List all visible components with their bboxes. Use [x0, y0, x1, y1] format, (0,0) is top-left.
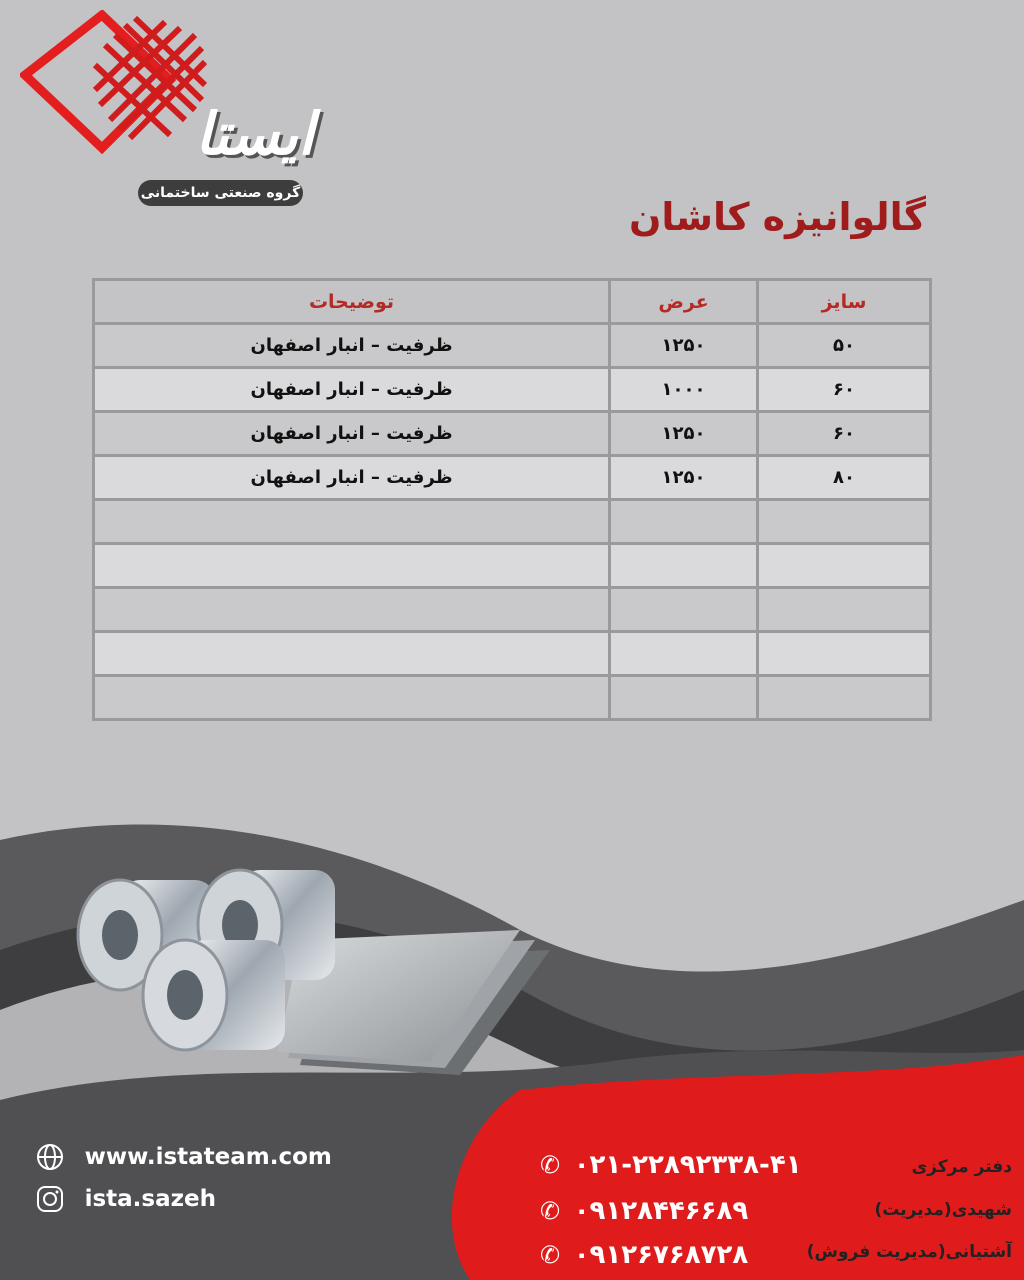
phone-number[interactable]: ۰۹۱۲۶۷۶۸۷۲۸: [573, 1240, 749, 1270]
cell-width: ۱۲۵۰: [610, 456, 758, 500]
cell-size: ۵۰: [758, 324, 931, 368]
header-size: سایز: [758, 280, 931, 324]
cell-desc: [94, 588, 610, 632]
instagram-handle[interactable]: ista.sazeh: [84, 1186, 216, 1212]
page-title: گالوانیزه کاشان: [628, 195, 926, 239]
cell-size: [758, 500, 931, 544]
table-row: [94, 632, 931, 676]
table-row: [94, 544, 931, 588]
cell-desc: [94, 676, 610, 720]
cell-desc: [94, 500, 610, 544]
website-row[interactable]: [35, 1142, 332, 1172]
contact-label: دفتر مرکزی: [911, 1157, 1012, 1177]
cell-size: ۶۰: [758, 368, 931, 412]
phone-number[interactable]: ۰۹۱۲۸۴۴۶۶۸۹: [573, 1196, 749, 1226]
table-row: [94, 500, 931, 544]
cell-desc: ظرفیت – انبار اصفهان: [94, 324, 610, 368]
phone-row[interactable]: [540, 1240, 748, 1270]
phone-row[interactable]: [540, 1150, 802, 1180]
phone-icon: ✆: [540, 1151, 561, 1179]
cell-width: [610, 676, 758, 720]
cell-desc: ظرفیت – انبار اصفهان: [94, 412, 610, 456]
price-table: [92, 278, 932, 721]
cell-size: [758, 588, 931, 632]
cell-size: [758, 544, 931, 588]
cell-size: [758, 632, 931, 676]
brand-tagline: گروه صنعتی ساختمانی: [138, 180, 303, 206]
instagram-row[interactable]: [35, 1184, 216, 1214]
cell-size: ۶۰: [758, 412, 931, 456]
contact-label: آشتیانی(مدیریت فروش): [806, 1242, 1012, 1262]
globe-icon: [35, 1142, 65, 1172]
website-link[interactable]: www.istateam.com: [84, 1144, 332, 1170]
table-row: [94, 368, 931, 412]
header-desc: توضیحات: [94, 280, 610, 324]
brand-logo: [20, 10, 360, 210]
table-row: [94, 324, 931, 368]
phone-number[interactable]: ۰۲۱-۲۲۸۹۲۳۳۸-۴۱: [573, 1150, 802, 1180]
header-width: عرض: [610, 280, 758, 324]
instagram-icon: [35, 1184, 65, 1214]
table-row: [94, 412, 931, 456]
cell-width: ۱۲۵۰: [610, 324, 758, 368]
cell-desc: [94, 632, 610, 676]
cell-desc: ظرفیت – انبار اصفهان: [94, 456, 610, 500]
brand-name: ایستا: [195, 100, 315, 168]
phone-icon: ✆: [540, 1197, 561, 1225]
table-row: [94, 456, 931, 500]
table-header-row: [94, 280, 931, 324]
phone-icon: ✆: [540, 1241, 561, 1269]
phone-row[interactable]: [540, 1196, 748, 1226]
cell-desc: ظرفیت – انبار اصفهان: [94, 368, 610, 412]
table-row: [94, 676, 931, 720]
contact-label: شهیدی(مدیریت): [874, 1200, 1012, 1220]
table-row: [94, 588, 931, 632]
cell-width: [610, 544, 758, 588]
cell-width: ۱۲۵۰: [610, 412, 758, 456]
cell-width: [610, 632, 758, 676]
cell-width: [610, 588, 758, 632]
cell-width: [610, 500, 758, 544]
cell-desc: [94, 544, 610, 588]
cell-width: ۱۰۰۰: [610, 368, 758, 412]
cell-size: [758, 676, 931, 720]
cell-size: ۸۰: [758, 456, 931, 500]
